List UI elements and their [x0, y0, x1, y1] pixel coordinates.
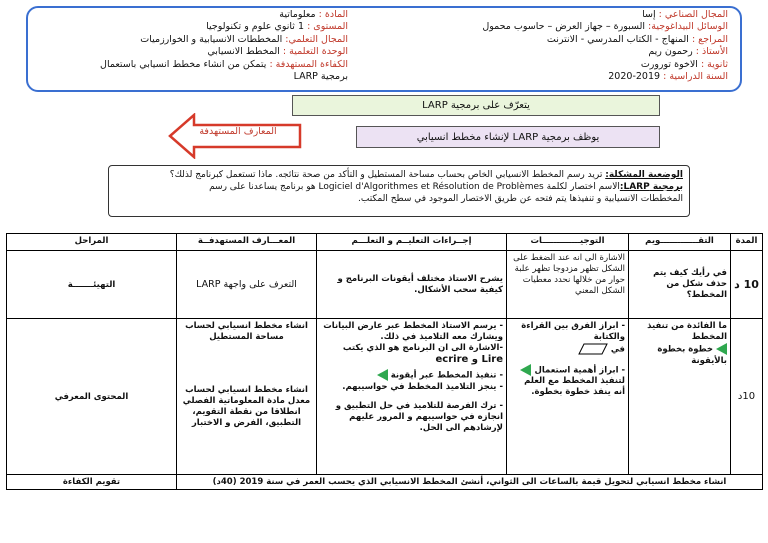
- table-header-row: [7, 234, 763, 251]
- row2-guidance-d: لتنفيذ المخطط مع العلم أنه ينفذ خطوة بخطوة.: [524, 376, 625, 397]
- step-run-icon: [716, 343, 727, 355]
- row2-knowledge-a: انشاء مخطط انسيابي لحساب مساحة المستطيل: [185, 321, 308, 342]
- row2-guidance: [507, 319, 629, 475]
- col-duration: المدة: [731, 234, 763, 251]
- row2-proc-3: Lire و ecrire: [435, 354, 503, 365]
- row2-proc-1: - يرسم الاستاذ المخطط عبر عارض البيانات ويشارك معه التلاميذ في ذلك.: [323, 321, 503, 342]
- objective-1: يتعرّف على برمجية LARP: [292, 95, 660, 116]
- header-field: الأستاذ : رحمون ريم: [648, 46, 728, 58]
- row1-duration: 10 د: [731, 251, 763, 319]
- table-row: [7, 251, 763, 319]
- row1-knowledge: التعرف على واجهة LARP: [177, 251, 317, 319]
- parallelogram-icon: [578, 343, 608, 355]
- row2-evaluation-b: خطوة بخطوة بالأيقونة: [657, 344, 727, 366]
- larp-label: برمجية LARP:: [619, 182, 683, 192]
- row1-procedures: يشرح الاستاذ مختلف أيقونات البرنامج و كيفية سحب الأشكال.: [317, 251, 507, 319]
- header-field: المستوى : 1 ثانوي علوم و تكنولوجيا: [206, 21, 348, 33]
- row2-proc-6: - ترك الفرصة للتلاميذ في حل التطبيق و انجازه في حواسيبهم و المرور عليهم لإرشادهم الى الحل.: [335, 400, 503, 433]
- header-field: الوحدة التعلمية : المخطط الانسيابي: [207, 46, 348, 58]
- problem-box: [108, 165, 690, 217]
- larp-text-1: الاسم اختصار لكلمة Logiciel d'Algorithmes et Résolution de Problèmes هو برنامج يساعدنا على رسم: [209, 182, 620, 192]
- row2-duration: 10د: [731, 319, 763, 475]
- col-guidance: التوجيـــــــــــــات: [507, 234, 629, 251]
- row2-proc-4: - تنفيذ المخطط عبر أيقونة: [390, 370, 503, 381]
- row2-evaluation-a: ما الفائدة من تنفيذ المخطط: [647, 321, 727, 342]
- header-field: المادة : معلوماتية: [279, 9, 348, 20]
- col-evaluation: التقـــــــــــــويم: [629, 234, 731, 251]
- row2-knowledge-b: انشاء مخطط انسيابي لحساب معدل مادة المعلوماتية الفصلي انطلاقا من نقطة التقويم، التطبيق، الفرض و الاختبار: [182, 385, 311, 428]
- header-field: برمجية LARP: [293, 71, 348, 83]
- row2-guidance-a: - ابراز الفرق بين القراءة والكتابة: [521, 321, 625, 342]
- step-run-icon: [520, 364, 531, 376]
- row2-proc-2: -الاشارة الى ان البرنامج هو الذي يكتب: [342, 343, 503, 353]
- row2-procedures: [317, 319, 507, 475]
- row2-evaluation: [629, 319, 731, 475]
- row1-guidance: الاشارة الى انه عند الضغط على الشكل تظهر مزدوجا تظهر علبة حوار من خلالها نحدد معطيات الشكل المعني: [507, 251, 629, 319]
- row3-content: انشاء مخطط انسيابي لتحويل قيمة بالساعات الى الثواني، أنشئ المخطط الانسيابي الذي يحسب العمر في سنة 2019 (40د): [177, 475, 763, 490]
- target-knowledge-label: المعارف المستهدفة: [199, 126, 277, 137]
- header-right-column: [398, 9, 728, 83]
- row1-phase: التهيئـــــــة: [7, 251, 177, 319]
- row2-guidance-b: في: [610, 344, 625, 355]
- header-left-column: [38, 9, 348, 83]
- col-procedures: إجــراءات التعليــم و التعلـــم: [317, 234, 507, 251]
- header-field: ثانوية : الاخوة تورورت: [640, 58, 728, 70]
- col-phase: المراحل: [7, 234, 177, 251]
- problem-text: تريد رسم المخطط الانسيابي الخاص بحساب مساحة المستطيل و التأكد من صحة نتائجه. ماذا تستعمل كبرنامج لذلك؟: [169, 170, 603, 180]
- header-field: المجال الصناعي : إسا: [642, 9, 728, 20]
- row2-phase: المحتوى المعرفي: [7, 319, 177, 475]
- row2-guidance-c: - ابراز أهمية استعمال: [534, 365, 625, 375]
- table-row: [7, 319, 763, 475]
- header-field: المجال التعلمي: المخططات الانسيابية و الخوارزميات: [140, 33, 348, 45]
- lesson-table: [6, 233, 763, 490]
- header-field: الكفاءة المستهدفة : يتمكن من انشاء مخطط انسيابي باستعمال: [100, 58, 348, 70]
- table-row: [7, 475, 763, 490]
- row2-proc-5: - ينجز التلاميذ المخطط في حواسيبهم.: [342, 381, 503, 392]
- problem-label: الوضعية المشكلة:: [605, 170, 683, 180]
- objective-2: يوظف برمجية LARP لإنشاء مخطط انسيابي: [356, 126, 660, 148]
- row1-evaluation: في رأيك كيف يتم حذف شكل من المخطط؟: [629, 251, 731, 319]
- header-field: السنة الدراسية : 2019-2020: [608, 71, 728, 83]
- header-field: المراجع : المنهاج - الكتاب المدرسي - الانترنت: [546, 33, 728, 45]
- step-run-icon: [377, 369, 388, 381]
- row2-knowledge: [177, 319, 317, 475]
- header-field: الوسائل البيداغوجية: السبورة – جهاز العرض – حاسوب محمول: [482, 21, 728, 33]
- larp-text-2: المخططات الانسيابية و تنفيذها يتم فتحه عن طريق الاختصار الموجود في سطح المكتب.: [358, 194, 683, 204]
- col-knowledge: المعـــارف المستهدفــة: [177, 234, 317, 251]
- row3-phase: تقويم الكفاءة: [7, 475, 177, 490]
